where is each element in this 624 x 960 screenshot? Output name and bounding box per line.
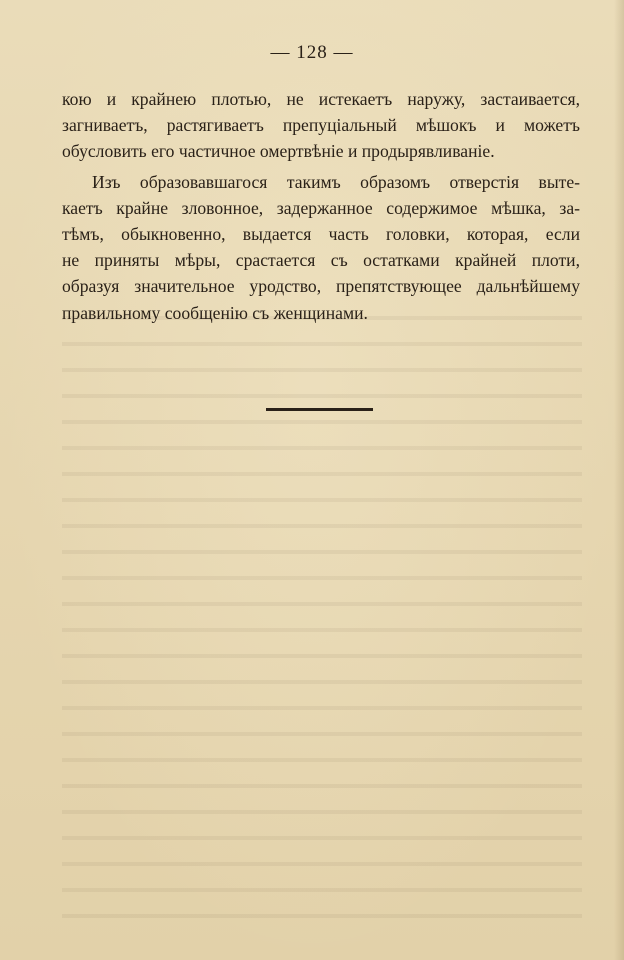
text-line: не приняты мѣры, срастается съ остатками крайней плоти, bbox=[62, 250, 580, 271]
text-line: обусловить его частичное омертвѣніе и продырявливаніе. bbox=[62, 141, 495, 162]
text-line: тѣмъ, обыкновенно, выдается часть головки, которая, если bbox=[62, 223, 580, 244]
body-text bbox=[62, 86, 580, 326]
text-line: каетъ крайне зловонное, задержанное содержимое мѣшка, за- bbox=[62, 197, 580, 218]
page-number: — 128 — bbox=[270, 42, 354, 63]
text-line: Изъ образовавшагося такимъ образомъ отверстія выте- bbox=[92, 171, 580, 192]
section-divider-rule bbox=[266, 408, 373, 411]
paragraph-2 bbox=[62, 169, 580, 326]
show-through-texture bbox=[62, 300, 582, 940]
text-line: правильному сообщенію съ женщинами. bbox=[62, 302, 368, 323]
paragraph-1 bbox=[62, 86, 580, 165]
page-edge-shadow bbox=[614, 0, 624, 960]
text-line: кою и крайнею плотью, не истекаетъ наружу, застаивается, bbox=[62, 89, 580, 109]
text-line: образуя значительное уродство, препятствующее дальнѣйшему bbox=[62, 276, 580, 297]
text-line: загниваетъ, растягиваетъ препуціальный мѣшокъ и можетъ bbox=[62, 115, 580, 136]
